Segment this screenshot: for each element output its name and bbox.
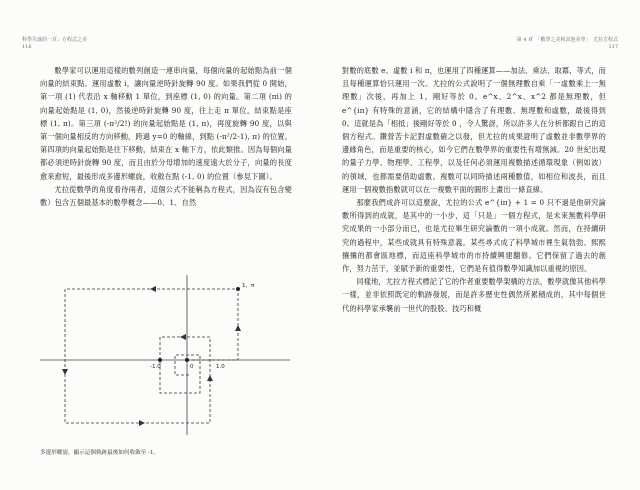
figure-caption: 多邊形螺旋，顯示這個軌跡最後如何收斂至 -1。 bbox=[40, 450, 160, 456]
left-page-number: 116 bbox=[22, 44, 32, 50]
right-page bbox=[320, 0, 640, 490]
right-page-number: 117 bbox=[608, 44, 618, 50]
right-body-text bbox=[342, 64, 606, 315]
paragraph: 數學家可以運用這樣的數列創造一連串向量，每個向量的起始點為前一個向量的結束點。運用虛數 i，讓向量逆時針旋轉 90 度。如果我們從 0 開始，第一項 (1) 代表沿 x 軸移動 1 單位，到座標 (1, 0) 的向量。第二項 (πi) 的向量起始點是 (1, 0)，然後逆時針旋轉 90 度，往上走 π 單位，結束點是座標 (1, π)。第三項 (-π²/2!) 的向量起始點是 (1, π)，再度旋轉 90 度，以與第一個向量相反的方向移動，跨過 y=0 的軸線，到點 (-π²/2-1), π) 的位置。第四項的向量起始點是往下移動，結束在 x 軸下方，依此類推。因為每個向量都必須逆時針旋轉 90 度，而且由於分母增加的速度遠大於分子，向量的長度愈來愈短，最後形成多邊形螺旋，收斂在點 (-1, 0) 的位置（參見下圖）。 bbox=[40, 66, 292, 181]
left-body-text bbox=[40, 64, 292, 209]
point-1-pi bbox=[236, 287, 240, 291]
paragraph: 同樣地，尤拉方程式標記了它的作者重要數學架構的方法，數學就像其他科學一樣，並非依照既定的軌跡發展，而是許多歷史性偶然所累積成的，其中每個世代的科學家承襲前一世代的股股、技巧和概 bbox=[342, 277, 606, 313]
left-running-head: 科學失落的一頁：方程式之美 bbox=[22, 37, 88, 43]
paragraph: 那麼我們成許可以這麼說，尤拉的公式 e^{iπ} + 1 = 0 只不過是他研究論數所得到的成就，是其中的一小步，這「只是」一個方程式，是未來無數科學研究成果的一小部分而已，也是尤拉畢生研究論數的一項小成就。然而，在持續研究的過程中，某些成就具有特殊意義。某些尋式成了科學城市裡生氣勃勃、熙熙攘攘的都會區地標，而這座科學城市的市持續興建翻修。它們保留了過去的創作，努力茁于，並賦予新的重要性，它們是有值得數學知識加以重視的原因。 bbox=[342, 198, 606, 274]
label-1-pi: 1，π bbox=[242, 283, 255, 289]
arrow-left-inner bbox=[180, 334, 186, 340]
spiral-figure bbox=[40, 275, 290, 435]
spiral-path bbox=[65, 289, 238, 423]
label-one: 1.0 bbox=[216, 364, 225, 370]
arrow-right bbox=[139, 420, 145, 426]
arrow-down bbox=[62, 369, 68, 375]
label-origin: 0 bbox=[190, 364, 194, 370]
paragraph: 對數的底數 e、虛數 i 和 π，也運用了四種運算——加法、乘法、取冪，等式，而且每種運算恰只運用一次。尤拉的公式說明了一個無理數自乘「一虛數乘上一無理數」次後，再加上 1，剛好等於 0。e^x、2^x、x^2 都是無理數，但 e^{iπ} 有特殊的意涵，它的結構中隱含了有理數、無理數和虛數，最後得到 0。這就是為「相抵」後剛好等於 0 ，令人驚訝，所以許多人在分析都跟自己的這個方程式。鑽營苦卡記對虛數確之以發，但尤拉的成果證明了虛數並非數學界的邊緣角色，而是重要的核心，如今它們在數學界的重要性有增無減。20 世紀出現的量子力學、物理學、工程學，以及任何必須運用複數描述循環現象（例如波）的領域，也都需要借助虛數。複數可以同時描述兩種數值，如相位和波長，而且運用一個複數指數就可以在一複數平面的圓形上畫出一條直線。 bbox=[342, 66, 606, 194]
right-running-head: 第 4 章 「數學之美和其他美學」 尤拉方程式 bbox=[516, 37, 618, 43]
arrow-up-inner bbox=[207, 375, 213, 381]
arrow-up bbox=[235, 325, 241, 331]
paragraph: 尤拉從數學的角度看待兩者，這個公式不能稱為方程式，因為沒有包含變數）包含五個最基本的數學概念——0、1、自然 bbox=[40, 184, 292, 208]
arrow-left bbox=[150, 286, 156, 292]
origin-point bbox=[185, 358, 189, 362]
label-minus-one: -1.0 bbox=[150, 364, 161, 370]
spiral-diagram bbox=[40, 275, 290, 435]
convergence-point bbox=[158, 358, 162, 362]
